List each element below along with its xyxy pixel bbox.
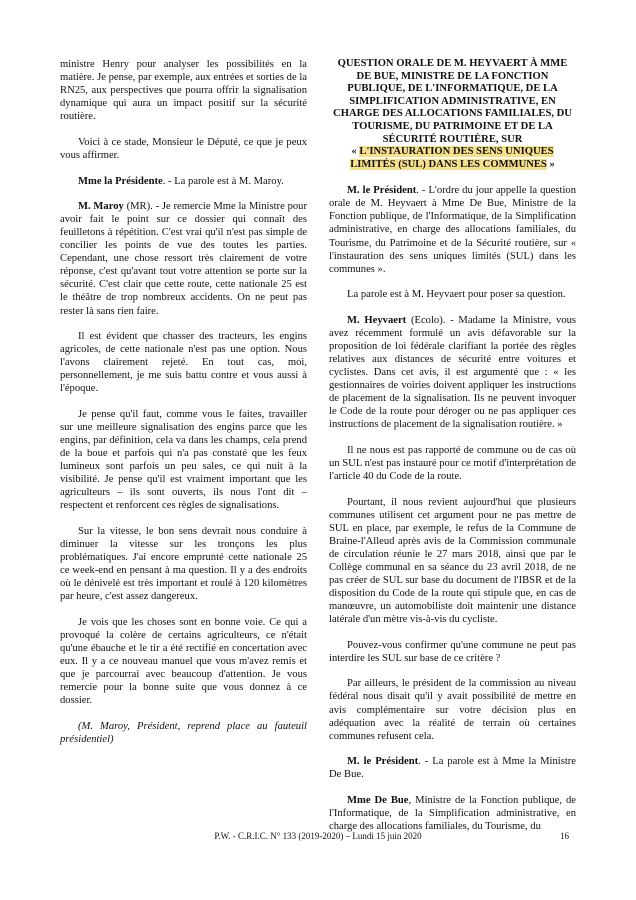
paragraph [329,755,576,781]
paragraph: Pouvez-vous confirmer qu'une commune ne peut pas interdire les SUL sur base de ce critère ? [329,639,576,664]
paragraph: Pourtant, il nous revient aujourd'hui que plusieurs communes utilisent cet argument pour ne pas mettre de SUL en place, par exemple, le refus de la Commune de Braine-l'Alleud après avis de la Commission communale de circulation réunie le 27 mars 2018, ainsi que par le Collège communal en sa séance du 23 avril 2018, de ne pas créer de SUL sur base du document de l'IBSR et de la disposition du Code de la route qui stipule que, en cas de manœuvre, un automobiliste doit maintenir une distance latérale d'un mètre vis-à-vis du cycliste. [329,496,576,626]
paragraph: La parole est à M. Heyvaert pour poser sa question. [347,289,566,301]
heading-text: QUESTION ORALE DE M. HEYVAERT À MME DE BUE, MINISTRE DE LA FONCTION PUBLIQUE, DE L'INFORMATIQUE, DE LA SIMPLIFICATION ADMINISTRATIVE, EN CHARGE DES ALLOCATIONS FAMILIALES, DU TOURISME, DU PATRIMOINE ET DE LA SÉCURITÉ ROUTIÈRE, SUR [333,58,572,145]
paragraph: Je vois que les choses sont en bonne voie. Ce qui a provoqué la colère de certains agriculteurs, ce n'était qu'une ébauche et le tir a été rectifié en concertation avec eux. Il y a ce nouveau manuel que vous m'avez remis et que je parcourrai avec beaucoup d'attention. Je vous remercie pour la bonne suite que vous donnez à ce dossier. [60,616,307,707]
speech-text: , Ministre de la Fonction publique, de l'Informatique, de la Simplification administrative, en charge des allocations familiales, du Tourisme, du [329,794,576,833]
paragraph: Voici à ce stade, Monsieur le Député, ce que je peux vous affirmer. [60,136,307,161]
paragraph: Je pense qu'il faut, comme vous le faites, travailler sur une meilleure signalisation des engins parce que les engins, par définition, cela va dans les champs, cela prend de la boue et parfois qui n'a pas constaté que les feux lumineux sont parfois un peu sales, ce qui nuit à la visibilité. Je pense qu'il est vraiment important que les agriculteurs – ils sont ouverts, ils nous l'ont dit – respectent et renforcent ces règles de signalisations. [60,409,307,512]
paragraph: Par ailleurs, le président de la commission au niveau fédéral nous disait qu'il y avait possibilité de mettre en avis complémentaire sur votre décision plus en adéquation avec la réalité de terrain où certaines communes refusent cela. [329,678,576,742]
heading-quote-open: « [351,146,360,158]
paragraph: Il est évident que chasser des tracteurs, les engins agricoles, de cette nationale n'est pas une option. Nous l'avons clairement rejeté. En tout cas, moi, personnellement, je me suis battu contre et vous aussi à l'époque. [60,331,307,395]
right-column [329,58,576,846]
speech-text: . - La parole est à M. Maroy. [162,175,284,187]
paragraph: Sur la vitesse, le bon sens devrait nous conduire à diminuer la vitesse sur les tronçons les plus problématiques. J'ai encore emprunté cette nationale 25 ce week-end en pensant à ma question. Il y a des endroits où le dénivelé est très important et roulé à 120 kilomètres par heure, c'est assez dangereux. [60,525,307,603]
paragraph: Il ne nous est pas rapporté de commune ou de cas où un SUL n'est pas instauré pour ce motif d'interprétation de l'article 40 du Code de la route. [329,444,576,483]
speaker-name: M. Maroy [78,201,124,213]
speaker-name: Mme De Bue [347,794,409,806]
paragraph: ministre Henry pour analyser les possibilités en la matière. Je pense, par exemple, aux entrées et sorties de la RN25, aux perspectives que pourra offrir la signalisation dynamique qui aura un impact positif sur la sécurité routière. [60,59,307,123]
heading-quote-close: » [546,158,555,170]
speech-text: (MR). - Je remercie Mme la Ministre pour avoir fait le point sur ce dossier qui connaît des feuilletons à répétition. C'est vrai qu'il n'est pas simple de concilier les points de vue des toutes les parties. Cependant, une chose ressort très clairement de votre réponse, c'est qu'avant tout votre attention se porte sur la sécurité. C'est clair que cette route, cette nationale 25 est le théâtre de trop nombreux accidents. On ne peut pas rester là sans rien faire. [60,201,307,317]
speaker-name: M. Heyvaert [347,314,407,326]
left-column [60,58,307,758]
speech-text: . - L'ordre du jour appelle la question orale de M. Heyvaert à Mme De Bue, Ministre de la Fonction publique, de l'Informatique, de la Simplification administrative, en charge des allocations familiales, du Tourisme, du Patrimoine et de la Sécurité routière, sur « l'instauration des sens uniques limités (SUL) dans les communes ». [329,185,576,275]
speaker-name: M. le Président [347,756,419,768]
paragraph [329,184,576,275]
stage-direction: (M. Maroy, Président, reprend place au fauteuil présidentiel) [60,720,307,745]
speech-text: . - La parole est à Mme la Ministre De Bue. [329,756,577,781]
paragraph [60,200,307,317]
paragraph [329,794,576,833]
highlighted-title: L'INSTAURATION DES SENS UNIQUES LIMITÉS (SUL) DANS LES COMMUNES [350,146,554,170]
page-number: 16 [560,831,569,841]
section-heading [329,58,576,171]
speaker-name: M. le Président [347,185,417,197]
speech-text: (Ecolo). - Madame la Ministre, vous avez récemment formulé un avis défavorable sur la proposition de loi fédérale clarifiant la portée des règles relatives aux distances de sécurité entre voitures et cyclistes. Dans cet avis, il est argumenté que : « les gestionnaires de voiries doivent appliquer les instructions de placement de la signalisation. Ils ne peuvent invoquer le Code de la route pour déroger ou ne pas appliquer ces instructions de placement de la signalisation routière. » [329,314,576,431]
footer-text: P.W. - C.R.I.C. N° 133 (2019-2020) – Lundi 15 juin 2020 [214,831,422,841]
paragraph [60,175,307,188]
paragraph [329,314,576,431]
speaker-name: Mme la Présidente [78,175,163,187]
